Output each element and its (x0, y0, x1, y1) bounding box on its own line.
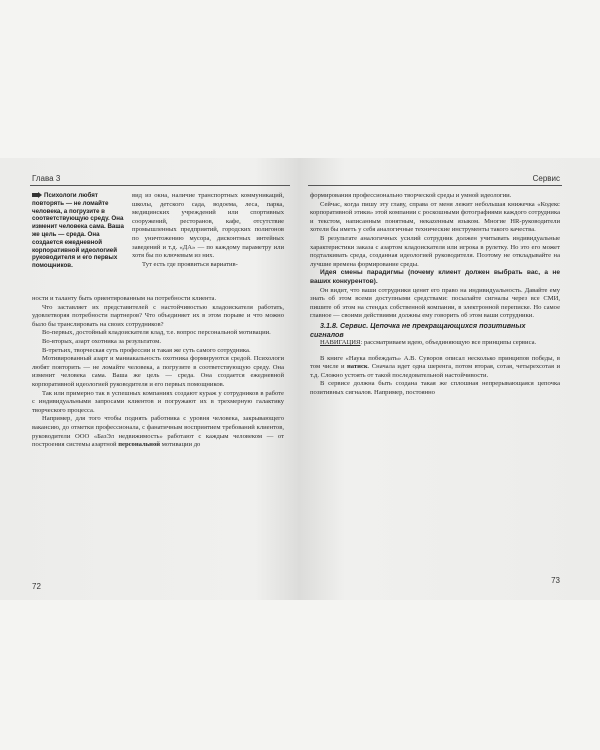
right-page (300, 158, 600, 600)
paragraph: Так или примерно так в успешных компаниях создают кураж у сотрудников в работе с индивидуальными запросами клиентов и погружают их в трехмерную галактику творческого процесса. (32, 389, 284, 414)
left-page (0, 158, 300, 600)
bold-word: персональной (118, 441, 161, 449)
right-running-head: Сервис (532, 174, 560, 183)
paragraph: Мотивированный азарт и маниакальность охотника формируются средой. Психологи любят повторить — не ломайте человека, а погрузите в соответствующую среду. Она изменит человека сама. Ваша же цель — среда. Она создается ежедневной корпоративной идеологией руководителя и его первых помощников. (32, 355, 284, 388)
sidebar-text: Психологи любят повторять — не ломайте человека, а погрузите в соответствующую среду. Она изменит человека сама. Ваша же цель — среда. Она создается ежедневной корпоративной идеологией руководителя и его первых помощников. (32, 192, 124, 270)
paragraph: Во-первых, достойный кладоискателя клад, т.е. вопрос персональной мотивации. (42, 329, 271, 337)
paragraph-text: Например, для того чтобы поднять работника с уровня человека, закрывающего вакансию, до отметки профессионала, с фанатичным восприятием требований клиентов, руководители ООО «БазЭл недвижимость» работают с каждым человеком — от построения системы азартной (32, 415, 284, 449)
paragraph-with-bold (32, 415, 284, 449)
section-title: 3.1.8. Сервис. Цепочка не прекращающихся позитивных сигналов (310, 320, 526, 339)
left-main-text (32, 295, 284, 450)
right-head-rule (308, 185, 562, 186)
left-column-continuation: Тут есть где проявиться вариатив- (142, 260, 238, 268)
paragraph: В сервисе должна быть создана такая же сплошная непрерывающаяся цепочка позитивных сигналов. Например, постоянно (310, 380, 560, 396)
paragraph: Во-вторых, азарт охотника за результатом. (42, 337, 161, 345)
left-page-number: 72 (32, 582, 41, 591)
paragraph: Сейчас, когда пишу эту главу, справа от меня лежит небольшая книжечка «Кодекс корпоративной этики» этой компании с роскошными фотографиями каждого сотрудника и текстом, написанным понятным, некazенным языком. Многие HR-руководители хотели бы иметь у себя аналогичные технические инструменты такого качества. (310, 200, 560, 234)
right-page-number: 73 (551, 576, 560, 585)
navigation-note (310, 339, 560, 348)
paragraph-tail: мотивации до (160, 441, 201, 449)
bold-paragraph: Идея смены парадигмы (почему клиент должен выбрать вас, а не ваших конкурентов). (310, 269, 560, 285)
paragraph: формирования профессионально творческой среды и умной идеологии. (310, 192, 512, 199)
paragraph: ности и таланту быть ориентированным на потребности клиента. (32, 295, 217, 302)
left-column-paragraph: вид из окна, наличие транспортных коммуникаций, школы, детского сада, водоема, леса, парка, медицинских учреждений или спортивных сооружений, ресторанов, кафе, отсутствие промышленных предприятий, городских полигонов по уничтожению мусора, дисконтных интейных заведений и т.д. «ДА» — по каждому параметру или хотя бы по ключевым из них. (132, 192, 284, 260)
paragraph-tail: . Сначала идет одна шеренга, потом вторая, сотая, четырехсотая и т.д. Сложно устоять от такой последовательной настойчивости. (310, 363, 560, 379)
left-column-text (132, 192, 284, 269)
left-head-rule (30, 185, 290, 186)
book-spread (0, 158, 600, 600)
sidebar-callout (32, 192, 124, 270)
right-main-text (310, 192, 560, 397)
bold-word: натиск (346, 363, 368, 371)
navigation-text: : рассматриваем идею, объединяющую все принципы сервиса. (360, 338, 537, 346)
navigation-label: НАВИГАЦИЯ (320, 338, 361, 346)
paragraph: В результате аналогичных усилий сотрудник должен учитывать индивидуальные характеристики заказа с азартом кладоискателя или игрока в рулетку. Но это его может подталкивать среда, созданная идеологией руководителя. Поэтому не откладывайте на лучшие времена формирование среды. (310, 234, 560, 268)
paragraph: Что заставляет их представителей с настойчивостью кладоискателя работать, удовлетворяя потребности партнеров? Что объединяет их в этом порыве и что можно было бы транслировать на своих сотрудников? (32, 303, 284, 328)
paragraph: Он видит, что ваши сотрудники ценят его право на индивидуальность. Давайте ему знать об этом всеми доступными средствами: посылайте сигналы через все СМИ, пишите об этом на стендах собственной компании, в электронной переписке. Но самое главное — своими действиями должны ему говорить об этом ваши сотрудники. (310, 286, 560, 320)
pointer-icon (32, 192, 42, 198)
paragraph-text: В книге «Наука побеждать» А.В. Суворов описал несколько принципов победы, в том числе и (310, 354, 560, 371)
paragraph-with-bold (310, 355, 560, 381)
paragraph: В-третьих, творческая суть профессии и такая же суть самого сотрудника. (42, 346, 251, 354)
left-running-head: Глава 3 (32, 174, 61, 183)
